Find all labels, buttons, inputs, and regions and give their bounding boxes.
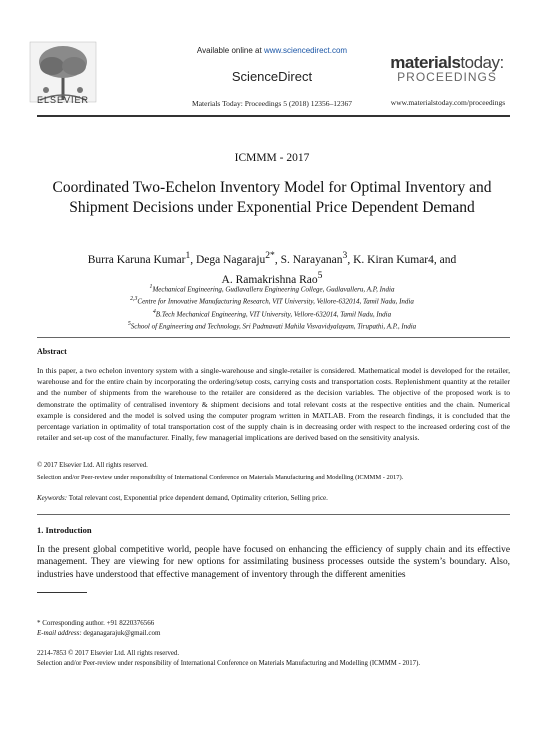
author-name: A. Ramakrishna Rao [221, 273, 318, 286]
abstract-copyright: © 2017 Elsevier Ltd. All rights reserved. [37, 462, 148, 469]
author-sup: 2* [265, 250, 275, 261]
sciencedirect-title: ScienceDirect [231, 69, 313, 84]
materials-today-logo [388, 55, 506, 84]
sciencedirect-link[interactable]: www.sciencedirect.com [263, 46, 348, 55]
author-sup: 3 [342, 250, 348, 261]
conference-name: ICMMM - 2017 [234, 152, 310, 164]
abstract-text: In this paper, a two echelon inventory system with a single-warehouse and single-retailer is considered. Mathematical model is developed for the retailer, warehouse and for the entire chain by incorporating the ordering/setup costs, carrying costs and transportation costs. Replenishment quantity at the retailer and the number of shipments from the warehouse to the retailer are considered as the decision variables. The objective of the proposed work is to demonstrate the optimality of centralised inventory & shipment decisions and total relevant costs at the respective entities and the chain. Numerical example is considered and the model is solved using the computer program written in MATLAB. From the research findings, it is concluded that the percentage variation in optimality of total transportation cost of the supply chain is in decreasing order with respect to the increased ordering cost of the retailer and set-up cost of the manufacturer. Finally, few managerial implications are derived based on the sensitivity analysis. [37, 366, 510, 443]
email-line [37, 629, 160, 637]
author-sup: 1 [185, 250, 191, 261]
corresponding-author: * Corresponding author. +91 8220376566 [37, 619, 155, 627]
intro-paragraph: In the present global competitive world, people have focused on enhancing the efficiency of supply chain and its effective management. They are viewing for new options for assimilating business processes outside the system’s boundary. Also, industries have understood that effective management of inventory through the different amenities [37, 545, 510, 580]
section-heading: 1. Introduction [37, 525, 92, 535]
affiliation-line: $^5$School of Engineering and Technology, Sri Padmavati Mahila Visvavidyalayam, Tirupathi, A.P., India [127, 320, 417, 331]
author-name: Dega Nagaraju [195, 253, 266, 266]
issn-line: 2214-7853 © 2017 Elsevier Ltd. All rights reserved. [37, 650, 180, 657]
journal-header [0, 0, 544, 110]
abstract-top-rule [37, 337, 510, 338]
brand-today: today: [460, 53, 504, 72]
brand-proceedings: PROCEEDINGS [397, 70, 497, 84]
author-sup: 5 [317, 269, 323, 281]
affiliations [30, 282, 514, 331]
keywords [37, 494, 328, 502]
journal-reference: Materials Today: Proceedings 5 (2018) 12356–12367 [192, 99, 352, 108]
affiliation-line: $^1$Mechanical Engineering, Gudlavalleru Engineering College, Gudlavalleru, A.P, India [149, 284, 395, 294]
affiliation-line: $^{2,3}$Centre for Innovative Manufacturing Research, VIT University, Vellore-632014, Tamil Nadu, India [130, 296, 414, 306]
proceedings-url[interactable]: www.materialstoday.com/proceedings [390, 98, 506, 107]
abstract-heading: Abstract [37, 347, 67, 356]
header-rule [37, 115, 510, 117]
selection-line: Selection and/or Peer-review under responsibility of International Conference on Materials Manufacturing and Modelling (ICMMM - 2017). [37, 660, 421, 667]
author-name: K. Kiran Kumar4 [353, 253, 434, 266]
brand-materials: materials [390, 53, 461, 72]
keywords-label: Keywords: [37, 494, 68, 502]
available-prefix: Available online at [196, 46, 262, 55]
keywords-text: Total relevant cost, Exponential price dependent demand, Optimality criterion, Selling price. [68, 494, 328, 502]
footnote-rule [37, 592, 87, 593]
email-address[interactable]: deganagarajuk@gmail.com [83, 629, 161, 637]
email-label: E-mail address: [37, 629, 82, 637]
author-list: Burra Karuna Kumar$^1$, Dega Nagaraju$^{2*}$, S. Narayanan$^3$, K. Kiran Kumar4, and A. Ramakrishna Rao$^5$ [87, 250, 457, 286]
affiliation-line: $^4$B.Tech Mechanical Engineering, VIT University, Vellore-632014, Tamil Nadu, India [152, 308, 392, 318]
abstract-selection: Selection and/or Peer-review under responsibility of International Conference on Materials Manufacturing and Modelling (ICMMM - 2017). [37, 474, 404, 481]
abstract-bottom-rule [37, 514, 510, 515]
publisher-name: ELSEVIER [36, 95, 90, 105]
paper-title: Coordinated Two-Echelon Inventory Model for Optimal Inventory and Shipment Decisions under Exponential Price Dependent Demand [52, 179, 492, 216]
author-name: Burra Karuna Kumar [87, 253, 186, 266]
author-name: S. Narayanan [280, 253, 343, 266]
